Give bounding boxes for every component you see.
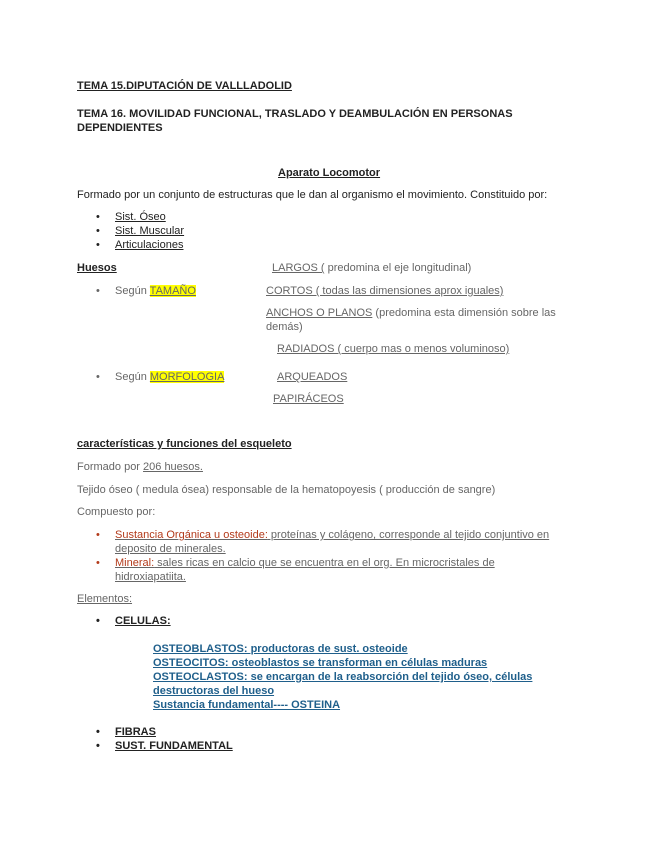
- mineral-line2: hidroxiapatiita.: [115, 571, 186, 583]
- bullet: •: [96, 225, 100, 237]
- bullet: •: [96, 615, 100, 627]
- huesos-papiraceos: PAPIRÁCEOS: [273, 393, 344, 405]
- celulas: CELULAS:: [115, 615, 171, 627]
- locomotor-intro: Formado por un conjunto de estructuras que le dan al organismo el movimiento. Constituido por:: [77, 189, 548, 201]
- largos-desc: predomina el eje longitudinal): [324, 262, 472, 274]
- celulas-item-osteocitos: OSTEOCITOS: osteoblastos se transforman en células maduras: [153, 657, 488, 669]
- anchos-label: ANCHOS O PLANOS: [266, 307, 373, 319]
- tejido-oseo: Tejido óseo ( medula ósea) responsable de la hematopoyesis ( producción de sangre): [77, 484, 496, 496]
- esqueleto-heading: características y funciones del esqueleto: [77, 438, 292, 450]
- sust-fundamental: SUST. FUNDAMENTAL: [115, 740, 233, 752]
- huesos-radiados: RADIADOS ( cuerpo mas o menos voluminoso): [277, 343, 510, 355]
- tema16-title-line1: TEMA 16. MOVILIDAD FUNCIONAL, TRASLADO Y DEAMBULACIÓN EN PERSONAS: [77, 108, 513, 120]
- bullet: •: [96, 557, 100, 569]
- organica-label: Sustancia Orgánica u osteoide:: [115, 529, 268, 541]
- organica: [115, 528, 549, 542]
- huesos-anchos: [266, 306, 556, 320]
- compuesto-por: Compuesto por:: [77, 506, 156, 518]
- bullet: •: [96, 740, 100, 752]
- segun-prefix: Según: [115, 371, 150, 383]
- celulas-item-osteoclastos: OSTEOCLASTOS: se encargan de la reabsorción del tejido óseo, células: [153, 671, 533, 683]
- bullet: •: [96, 371, 100, 383]
- locomotor-item-oseo: Sist. Óseo: [115, 211, 166, 223]
- bullet: •: [96, 239, 100, 251]
- formado-por: [77, 460, 203, 474]
- bullet: •: [96, 211, 100, 223]
- bullet: •: [96, 529, 100, 541]
- morfologia-label: MORFOLOGIA: [149, 371, 225, 383]
- huesos-cortos: CORTOS ( todas las dimensiones aprox iguales): [266, 285, 504, 297]
- mineral-label: Mineral:: [115, 557, 155, 569]
- formado-prefix: Formado por: [77, 461, 144, 473]
- huesos-heading: Huesos: [77, 262, 117, 274]
- segun-prefix: Según: [115, 285, 150, 297]
- fibras: FIBRAS: [115, 726, 156, 738]
- formado-value: 206 huesos.: [143, 461, 203, 473]
- largos-label: LARGOS (: [272, 262, 325, 274]
- segun-tamano: [115, 284, 196, 298]
- organica-line2: deposito de minerales.: [115, 543, 226, 555]
- mineral-text: sales ricas en calcio que se encuentra en el org. En microcristales de: [154, 557, 495, 569]
- tema16-title-line2: DEPENDIENTES: [77, 122, 163, 134]
- huesos-arqueados: ARQUEADOS: [277, 371, 348, 383]
- anchos-desc: (predomina esta dimensión sobre las: [372, 307, 556, 319]
- mineral: [115, 556, 495, 570]
- segun-morfologia: [115, 370, 224, 384]
- elementos: Elementos:: [77, 593, 133, 605]
- bullet: •: [96, 726, 100, 738]
- celulas-item-osteoclastos-line2: destructoras del hueso: [153, 685, 275, 697]
- locomotor-item-muscular: Sist. Muscular: [115, 225, 185, 237]
- tamano-label: TAMAÑO: [149, 285, 196, 297]
- huesos-anchos-line2: demás): [266, 321, 303, 333]
- celulas-item-osteoblastos: OSTEOBLASTOS: productoras de sust. osteoide: [153, 643, 408, 655]
- locomotor-item-articulaciones: Articulaciones: [115, 239, 184, 251]
- huesos-largos: [272, 261, 471, 275]
- celulas-item-sustancia: Sustancia fundamental---- OSTEINA: [153, 699, 341, 711]
- organica-text: proteínas y colágeno, corresponde al tejido conjuntivo en: [267, 529, 550, 541]
- bullet: •: [96, 285, 100, 297]
- tema15-title: TEMA 15.DIPUTACIÓN DE VALLLADOLID: [77, 80, 292, 92]
- locomotor-title: Aparato Locomotor: [278, 167, 381, 179]
